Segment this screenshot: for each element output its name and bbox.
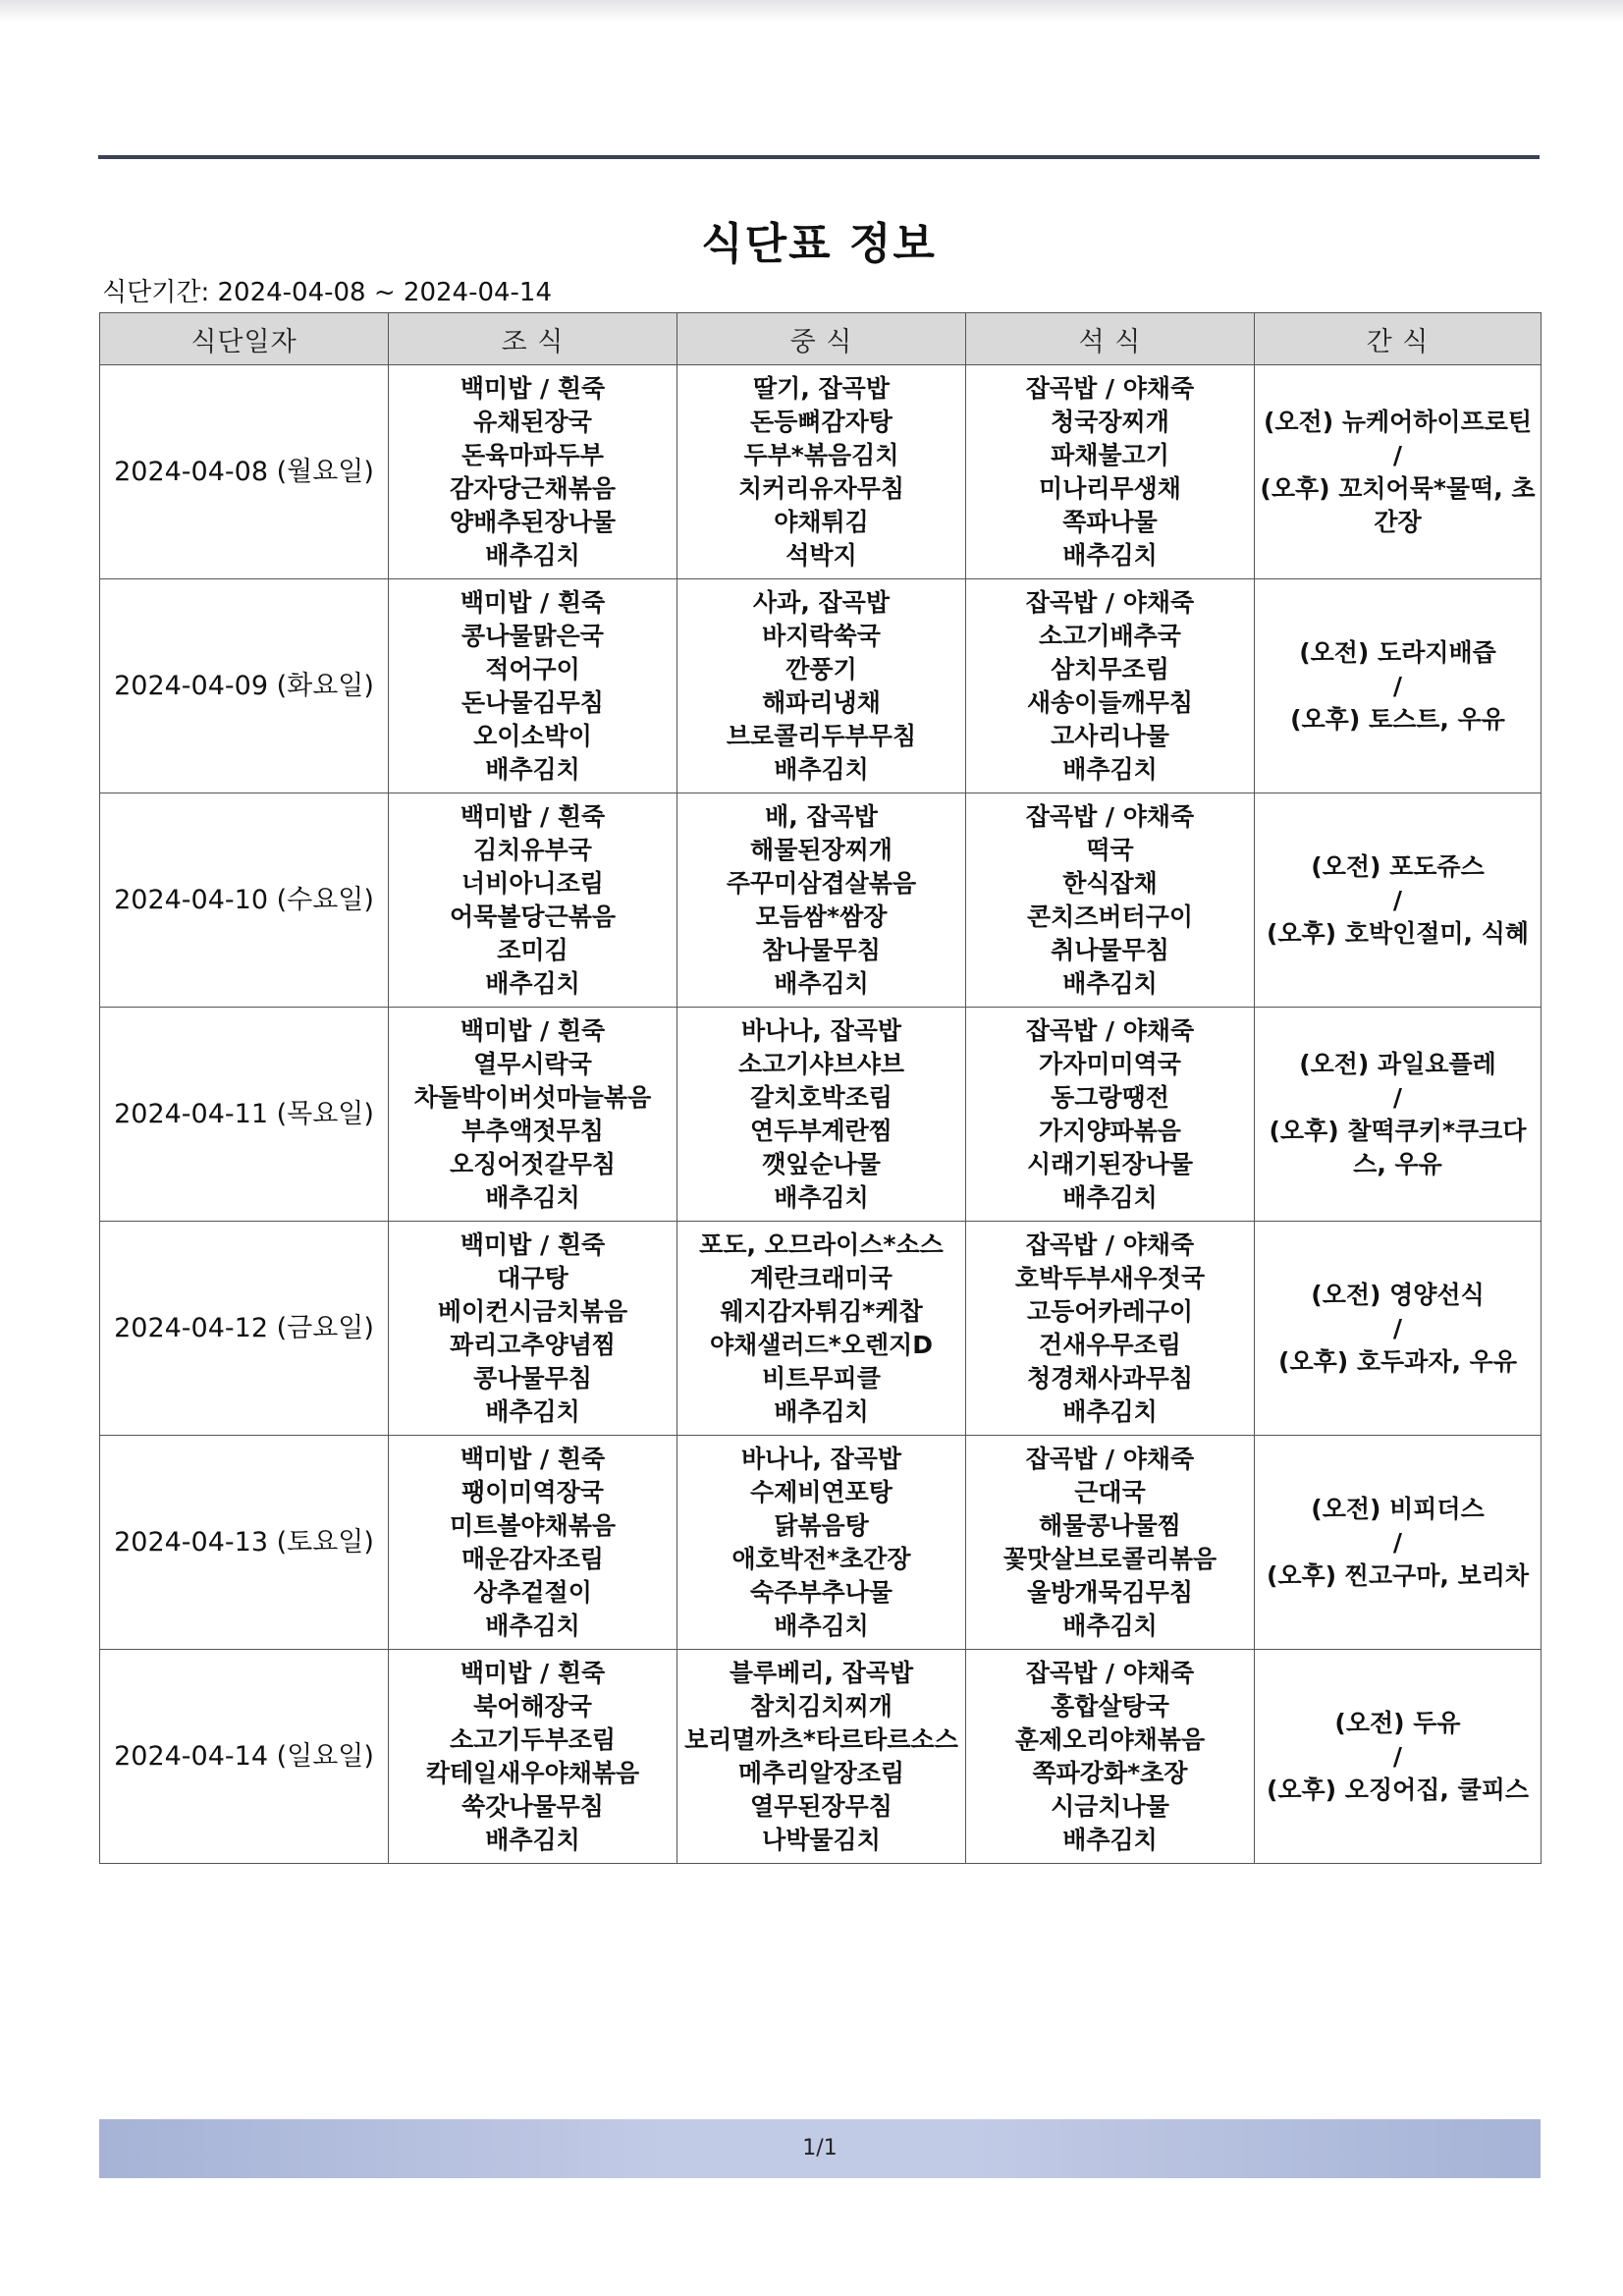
menu-item: 배추김치 xyxy=(1062,1396,1158,1426)
menu-item: 배추김치 xyxy=(1062,1182,1158,1212)
menu-item: 삼치무조림 xyxy=(1051,654,1169,683)
menu-item: 잡곡밥 / 야채죽 xyxy=(1025,587,1195,617)
menu-item: 닭볶음탕 xyxy=(774,1510,869,1540)
snack-cell xyxy=(1255,793,1542,1008)
menu-item: 동그랑땡전 xyxy=(1051,1082,1169,1112)
menu-item: 배추김치 xyxy=(1062,968,1158,998)
meal-period: 식단기간: 2024-04-08 ~ 2024-04-14 xyxy=(102,278,553,307)
menu-item: 잡곡밥 / 야채죽 xyxy=(1025,1015,1195,1045)
lunch-cell xyxy=(677,365,966,579)
column-header-dinner: 석 식 xyxy=(966,313,1255,365)
menu-item: 배추김치 xyxy=(774,1182,869,1212)
menu-item: 백미밥 / 흰죽 xyxy=(460,1444,606,1473)
column-header-lunch: 중 식 xyxy=(677,313,966,365)
menu-item: 건새우무조림 xyxy=(1039,1330,1181,1359)
menu-item: 블루베리, 잡곡밥 xyxy=(729,1658,914,1687)
menu-item: / xyxy=(1392,1527,1403,1557)
menu-item: 배추김치 xyxy=(774,754,869,784)
dinner-cell xyxy=(966,1008,1255,1222)
menu-item: (오후) 찐고구마, 보리차 xyxy=(1266,1560,1530,1590)
menu-item: 잡곡밥 / 야채죽 xyxy=(1025,1658,1195,1687)
menu-item: (오후) 꼬치어묵*물떡, 초간장 xyxy=(1260,473,1536,536)
menu-item: 주꾸미삼겹살볶음 xyxy=(726,868,917,898)
menu-item: 백미밥 / 흰죽 xyxy=(460,1658,606,1687)
menu-item: 배추김치 xyxy=(774,1396,869,1426)
menu-item: 차돌박이버섯마늘볶음 xyxy=(413,1082,652,1112)
column-header-breakfast: 조 식 xyxy=(389,313,677,365)
column-header-date: 식단일자 xyxy=(100,313,389,365)
menu-item: 떡국 xyxy=(1086,835,1134,864)
menu-item: 콩나물맑은국 xyxy=(461,621,604,650)
dinner-cell xyxy=(966,1222,1255,1436)
menu-item: 칵테일새우야채볶음 xyxy=(425,1758,640,1787)
menu-item: 시금치나물 xyxy=(1051,1791,1169,1821)
menu-item: 배추김치 xyxy=(1062,1825,1158,1854)
menu-item: 해물콩나물찜 xyxy=(1039,1510,1181,1540)
menu-item: 어묵볼당근볶음 xyxy=(449,902,617,931)
table-row xyxy=(100,793,1542,1008)
menu-item: 비트무피클 xyxy=(762,1363,881,1393)
menu-item: 참치김치찌개 xyxy=(750,1691,893,1721)
menu-item: 잡곡밥 / 야채죽 xyxy=(1025,373,1195,403)
menu-item: 조미김 xyxy=(497,935,568,964)
menu-item: 소고기두부조림 xyxy=(449,1724,617,1754)
menu-item: 백미밥 / 흰죽 xyxy=(460,1230,606,1259)
menu-item: 북어해장국 xyxy=(473,1691,592,1721)
breakfast-cell xyxy=(389,1222,677,1436)
menu-item: 감자당근채볶음 xyxy=(449,473,617,503)
scan-shadow xyxy=(0,0,1623,22)
table-row xyxy=(100,1436,1542,1650)
menu-item: 베이컨시금치볶음 xyxy=(437,1296,628,1326)
menu-item: 바나나, 잡곡밥 xyxy=(740,1444,902,1473)
menu-item: / xyxy=(1392,1313,1403,1342)
menu-item: (오후) 찰떡쿠키*쿠크다스, 우유 xyxy=(1269,1116,1527,1178)
menu-item: 포도, 오므라이스*소스 xyxy=(699,1230,944,1259)
page-number: 1/1 xyxy=(802,2136,838,2160)
menu-item: / xyxy=(1392,885,1403,914)
menu-item: 석박지 xyxy=(785,540,857,570)
table-row xyxy=(100,1008,1542,1222)
menu-item: 해물된장찌개 xyxy=(750,835,893,864)
menu-item: 계란크래미국 xyxy=(750,1263,893,1292)
snack-cell xyxy=(1255,365,1542,579)
menu-item: 양배추된장나물 xyxy=(449,507,617,536)
lunch-cell xyxy=(677,1436,966,1650)
menu-item: 모듬쌈*쌈장 xyxy=(755,902,888,931)
menu-item: 딸기, 잡곡밥 xyxy=(753,373,890,403)
menu-item: 파채불고기 xyxy=(1051,440,1169,469)
date-cell: 2024-04-12 (금요일) xyxy=(100,1222,389,1436)
lunch-cell xyxy=(677,579,966,793)
menu-item: 열무된장무침 xyxy=(750,1791,893,1821)
menu-item: 팽이미역장국 xyxy=(461,1477,604,1506)
menu-item: 고등어카레구이 xyxy=(1026,1296,1194,1326)
menu-item: 한식잡채 xyxy=(1062,868,1158,898)
menu-item: 백미밥 / 흰죽 xyxy=(460,373,606,403)
breakfast-cell xyxy=(389,1650,677,1864)
menu-item: 참나물무침 xyxy=(762,935,881,964)
menu-item: 꽈리고추양념찜 xyxy=(449,1330,617,1359)
header-rule xyxy=(98,155,1540,159)
menu-item: 꽃맛살브로콜리볶음 xyxy=(1002,1544,1217,1573)
menu-item: 치커리유자무침 xyxy=(737,473,905,503)
breakfast-cell xyxy=(389,579,677,793)
date-cell: 2024-04-14 (일요일) xyxy=(100,1650,389,1864)
menu-item: 콩나물무침 xyxy=(473,1363,592,1393)
snack-cell xyxy=(1255,1222,1542,1436)
table-row xyxy=(100,579,1542,793)
menu-item: 메추리알장조림 xyxy=(737,1758,905,1787)
menu-item: 미트볼야채볶음 xyxy=(449,1510,617,1540)
menu-item: (오전) 비피더스 xyxy=(1311,1494,1485,1523)
meal-table-body xyxy=(100,365,1542,1864)
date-cell: 2024-04-09 (화요일) xyxy=(100,579,389,793)
menu-item: 백미밥 / 흰죽 xyxy=(460,587,606,617)
menu-item: 깐풍기 xyxy=(785,654,857,683)
menu-item: 부추액젓무침 xyxy=(461,1116,604,1145)
date-cell: 2024-04-11 (목요일) xyxy=(100,1008,389,1222)
breakfast-cell xyxy=(389,1008,677,1222)
menu-item: 배추김치 xyxy=(1062,1611,1158,1640)
lunch-cell xyxy=(677,793,966,1008)
menu-item: 백미밥 / 흰죽 xyxy=(460,801,606,831)
menu-item: 배추김치 xyxy=(485,1825,580,1854)
menu-item: 대구탕 xyxy=(497,1263,568,1292)
menu-item: 상추겉절이 xyxy=(473,1577,592,1607)
snack-cell xyxy=(1255,579,1542,793)
menu-item: 애호박전*초간장 xyxy=(731,1544,911,1573)
menu-item: 배추김치 xyxy=(1062,754,1158,784)
menu-item: 배추김치 xyxy=(1062,540,1158,570)
menu-item: 새송이들깨무침 xyxy=(1026,687,1194,717)
meal-table xyxy=(99,312,1542,1864)
menu-item: 배, 잡곡밥 xyxy=(765,801,878,831)
dinner-cell xyxy=(966,793,1255,1008)
menu-item: 배추김치 xyxy=(485,968,580,998)
menu-item: 매운감자조림 xyxy=(461,1544,604,1573)
menu-item: 오이소박이 xyxy=(473,721,592,750)
dinner-cell xyxy=(966,1436,1255,1650)
menu-item: 적어구이 xyxy=(485,654,580,683)
menu-item: 쪽파나물 xyxy=(1062,507,1158,536)
lunch-cell xyxy=(677,1008,966,1222)
menu-item: 갈치호박조림 xyxy=(750,1082,893,1112)
table-row xyxy=(100,1650,1542,1864)
menu-item: 백미밥 / 흰죽 xyxy=(460,1015,606,1045)
dinner-cell xyxy=(966,1650,1255,1864)
menu-item: 야채샐러드*오렌지D xyxy=(709,1330,934,1359)
menu-item: 깻잎순나물 xyxy=(762,1149,881,1178)
menu-item: (오전) 과일요플레 xyxy=(1299,1049,1496,1078)
menu-item: 고사리나물 xyxy=(1051,721,1169,750)
dinner-cell xyxy=(966,365,1255,579)
menu-item: 소고기샤브샤브 xyxy=(737,1049,905,1078)
menu-item: (오전) 도라지배즙 xyxy=(1299,637,1496,667)
menu-item: 잡곡밥 / 야채죽 xyxy=(1025,1444,1195,1473)
menu-item: / xyxy=(1392,440,1403,469)
dinner-cell xyxy=(966,579,1255,793)
menu-item: (오후) 토스트, 우유 xyxy=(1290,704,1505,734)
menu-item: 호박두부새우젓국 xyxy=(1014,1263,1206,1292)
menu-item: (오전) 영양선식 xyxy=(1311,1280,1485,1309)
menu-item: (오후) 오징어집, 쿨피스 xyxy=(1266,1775,1530,1804)
menu-item: 울방개묵김무침 xyxy=(1026,1577,1194,1607)
menu-item: 오징어젓갈무침 xyxy=(449,1149,617,1178)
menu-item: 야채튀김 xyxy=(774,507,869,536)
menu-item: 청국장찌개 xyxy=(1051,407,1169,436)
lunch-cell xyxy=(677,1650,966,1864)
date-cell: 2024-04-08 (월요일) xyxy=(100,365,389,579)
menu-item: 가지양파볶음 xyxy=(1039,1116,1181,1145)
menu-item: 홍합살탕국 xyxy=(1051,1691,1169,1721)
table-row xyxy=(100,365,1542,579)
menu-item: (오전) 두유 xyxy=(1334,1708,1461,1737)
menu-item: / xyxy=(1392,1082,1403,1112)
menu-item: / xyxy=(1392,1741,1403,1771)
menu-item: 근대국 xyxy=(1074,1477,1146,1506)
menu-item: 열무시락국 xyxy=(473,1049,592,1078)
menu-item: / xyxy=(1392,671,1403,700)
page-title: 식단표 정보 xyxy=(701,219,937,269)
menu-item: 배추김치 xyxy=(774,968,869,998)
menu-item: 사과, 잡곡밥 xyxy=(753,587,890,617)
menu-item: 보리멸까츠*타르타르소스 xyxy=(684,1724,958,1754)
menu-item: 수제비연포탕 xyxy=(750,1477,893,1506)
menu-item: (오후) 호두과자, 우유 xyxy=(1278,1346,1517,1376)
menu-item: 배추김치 xyxy=(485,1396,580,1426)
menu-item: 브로콜리두부무침 xyxy=(726,721,917,750)
menu-item: 돈나물김무침 xyxy=(461,687,604,717)
snack-cell xyxy=(1255,1436,1542,1650)
date-cell: 2024-04-13 (토요일) xyxy=(100,1436,389,1650)
menu-item: 쪽파강화*초장 xyxy=(1032,1758,1188,1787)
breakfast-cell xyxy=(389,1436,677,1650)
menu-item: 콘치즈버터구이 xyxy=(1026,902,1194,931)
breakfast-cell xyxy=(389,793,677,1008)
snack-cell xyxy=(1255,1650,1542,1864)
menu-item: 두부*볶음김치 xyxy=(743,440,899,469)
menu-item: 배추김치 xyxy=(485,540,580,570)
menu-item: 청경채사과무침 xyxy=(1026,1363,1194,1393)
page-footer xyxy=(99,2119,1541,2178)
menu-item: 미나리무생채 xyxy=(1039,473,1181,503)
menu-item: 해파리냉채 xyxy=(762,687,881,717)
menu-item: 잡곡밥 / 야채죽 xyxy=(1025,1230,1195,1259)
date-cell: 2024-04-10 (수요일) xyxy=(100,793,389,1008)
menu-item: 웨지감자튀김*케찹 xyxy=(720,1296,923,1326)
lunch-cell xyxy=(677,1222,966,1436)
menu-item: (오전) 뉴케어하이프로틴 xyxy=(1263,407,1533,436)
menu-item: 나박물김치 xyxy=(762,1825,881,1854)
menu-item: 가자미미역국 xyxy=(1039,1049,1181,1078)
menu-item: 배추김치 xyxy=(485,1182,580,1212)
menu-item: 훈제오리야채볶음 xyxy=(1014,1724,1206,1754)
menu-item: 돈육마파두부 xyxy=(461,440,604,469)
menu-item: 배추김치 xyxy=(485,754,580,784)
menu-item: 취나물무침 xyxy=(1051,935,1169,964)
menu-item: 바지락쑥국 xyxy=(762,621,881,650)
menu-item: 돈등뼈감자탕 xyxy=(750,407,893,436)
menu-item: 연두부계란찜 xyxy=(750,1116,893,1145)
menu-item: 시래기된장나물 xyxy=(1026,1149,1194,1178)
menu-item: 쑥갓나물무침 xyxy=(461,1791,604,1821)
menu-item: 유채된장국 xyxy=(473,407,592,436)
breakfast-cell xyxy=(389,365,677,579)
menu-item: 김치유부국 xyxy=(473,835,592,864)
table-row xyxy=(100,1222,1542,1436)
snack-cell xyxy=(1255,1008,1542,1222)
menu-item: (오전) 포도쥬스 xyxy=(1311,851,1485,881)
menu-item: (오후) 호박인절미, 식혜 xyxy=(1266,918,1530,948)
menu-item: 너비아니조림 xyxy=(461,868,604,898)
menu-item: 바나나, 잡곡밥 xyxy=(740,1015,902,1045)
menu-item: 배추김치 xyxy=(485,1611,580,1640)
menu-item: 소고기배추국 xyxy=(1039,621,1181,650)
menu-item: 잡곡밥 / 야채죽 xyxy=(1025,801,1195,831)
menu-item: 배추김치 xyxy=(774,1611,869,1640)
table-header-row xyxy=(100,313,1542,365)
column-header-snack: 간 식 xyxy=(1255,313,1542,365)
menu-item: 숙주부추나물 xyxy=(750,1577,893,1607)
